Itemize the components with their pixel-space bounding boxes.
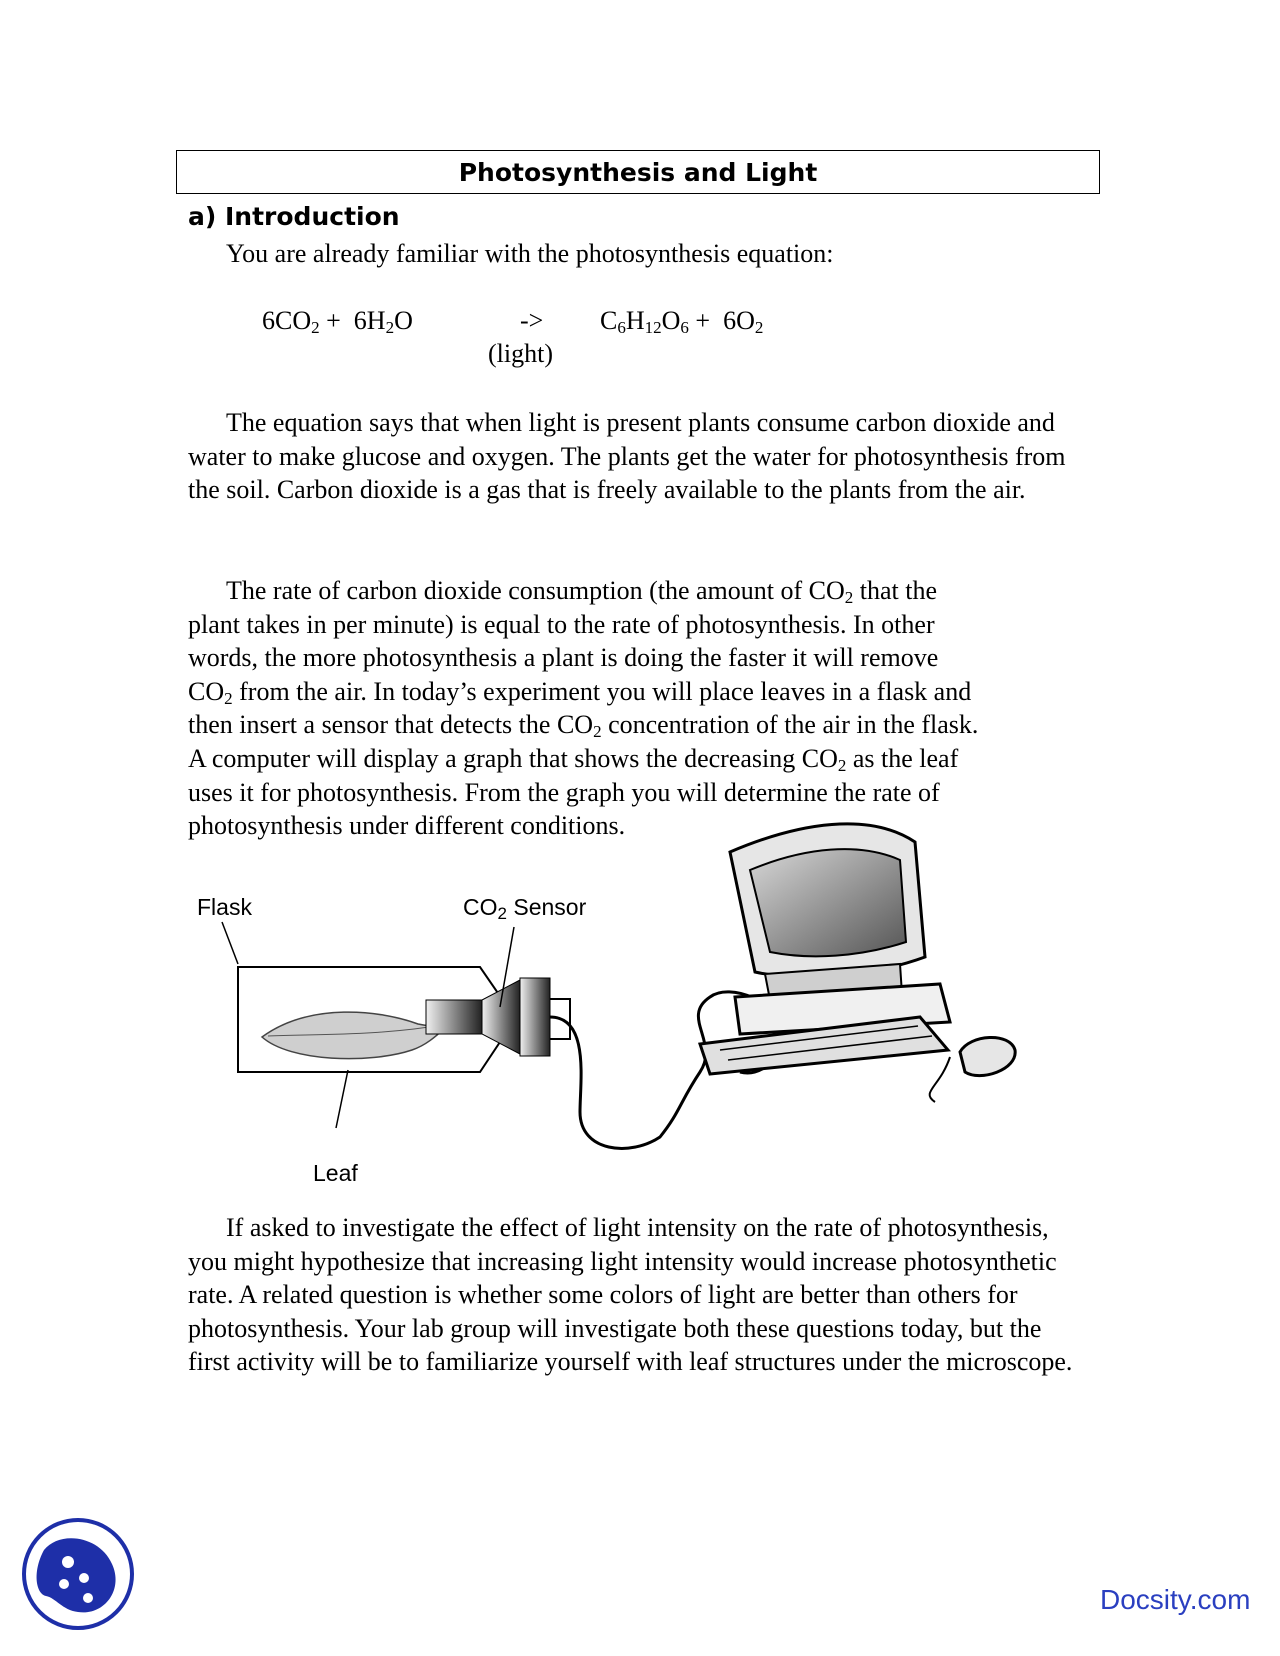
docsity-watermark-link[interactable]: Docsity.com	[1100, 1584, 1251, 1615]
paragraph-equation-explanation: The equation says that when light is present plants consume carbon dioxide and water to make glucose and oxygen. The plants get the water for photosynthesis from the soil. Carbon dioxide is a gas that is freely available to the plants from the air.	[188, 408, 1066, 505]
paragraph-hypothesis: If asked to investigate the effect of light intensity on the rate of photosynthesis, you might hypothesize that increasing light intensity would increase photosynthetic rate. A related question is whether some colors of light are better than others for photosynthesis. Your lab group will investigate both these questions today, but the first activity will be to familiarize yourself with leaf structures under the microscope.	[188, 1213, 1073, 1377]
docsity-logo-icon	[20, 1516, 136, 1632]
co2-sensor-label: $CO_2$ Sensor	[463, 894, 587, 923]
diagram-drawing	[180, 812, 1080, 1202]
computer-illustration	[700, 824, 1015, 1102]
paragraph-co2-rate: The rate of carbon dioxide consumption (the amount of $CO_2$ that the plant takes in per minute) is equal to the rate of photosynthesis. In other words, the more photosynthesis a plant is doing the faster it will remove $CO_2$ from the air. In today’s experiment you will place leaves in a flask and then insert a sensor that detects the $CO_2$ concentration of the air in the flask. A computer will display a graph that shows the decreasing $CO_2$ as the leaf uses it for photosynthesis. From the graph you will determine the rate of photosynthesis under different conditions.	[188, 576, 979, 841]
equation-reactants: $6CO_2 + 6H_2O$	[262, 306, 413, 337]
equation-arrow: ->	[520, 306, 544, 335]
equation-products: $C_6H_{12}O_6 + 6O_2$	[600, 306, 764, 337]
page-title: Photosynthesis and Light	[176, 150, 1100, 194]
co2-sensor-illustration	[426, 927, 550, 1056]
flask-label: Flask	[197, 894, 252, 920]
equation-condition: (light)	[488, 339, 553, 368]
leaf-illustration	[262, 1012, 452, 1128]
leaf-label: Leaf	[313, 1160, 358, 1186]
section-heading-introduction: a) Introduction	[188, 202, 400, 231]
intro-line: You are already familiar with the photosynthesis equation:	[226, 239, 834, 268]
experiment-diagram	[180, 812, 1080, 1202]
